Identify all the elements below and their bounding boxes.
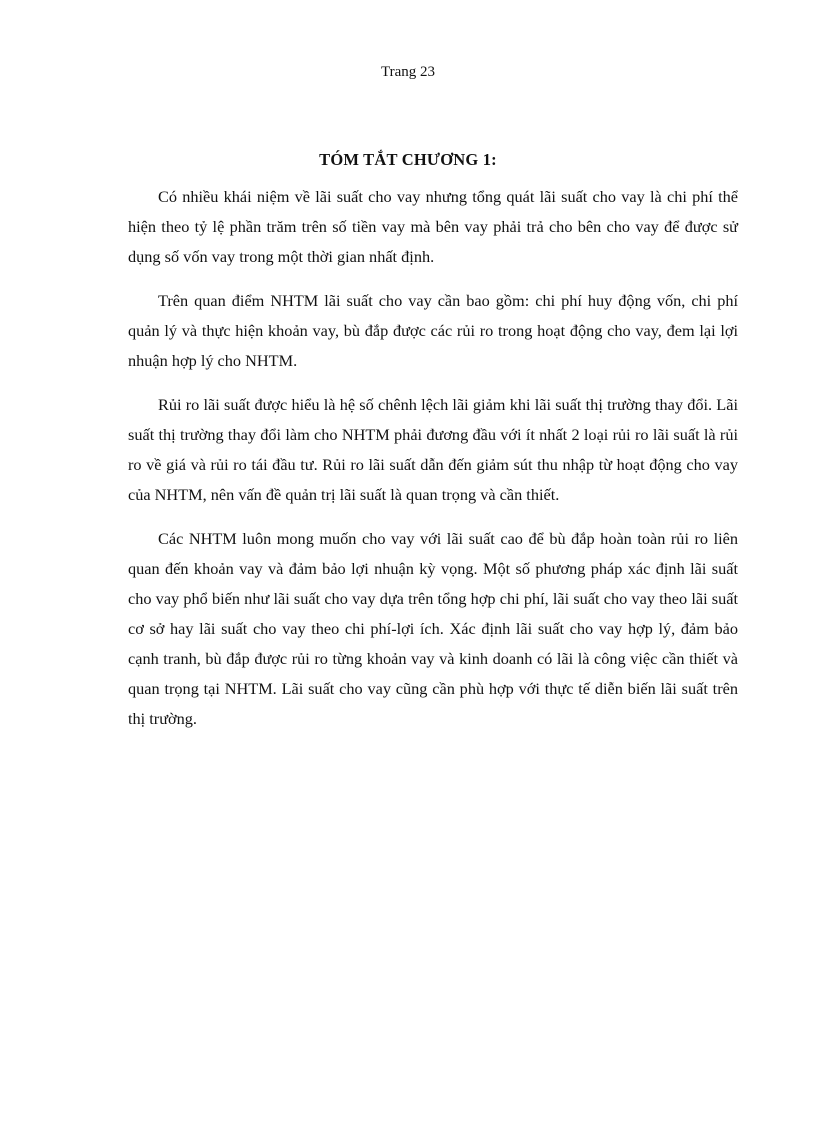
paragraph-loan-interest-definition: Có nhiều khái niệm về lãi suất cho vay nhưng tổng quát lãi suất cho vay là chi phí thể hiện theo tỷ lệ phần trăm trên số tiền vay mà bên vay phải trả cho bên cho vay để được sử dụng số vốn vay trong một thời gian nhất định.	[128, 187, 738, 266]
summary-body	[128, 182, 738, 748]
paragraph-interest-rate-risk: Rủi ro lãi suất được hiểu là hệ số chênh lệch lãi giảm khi lãi suất thị trường thay đổi. Lãi suất thị trường thay đổi làm cho NHTM phải đương đầu với ít nhất 2 loại rủi ro lãi suất là rủi ro về giá và rủi ro tái đầu tư. Rủi ro lãi suất dẫn đến giảm sút thu nhập từ hoạt động cho vay của NHTM, nên vấn đề quản trị lãi suất là quan trọng và cần thiết.	[128, 395, 738, 504]
chapter-summary-title: TÓM TẮT CHƯƠNG 1:	[319, 150, 497, 169]
page-number: Trang 23	[380, 64, 436, 80]
paragraph-pricing-methods: Các NHTM luôn mong muốn cho vay với lãi suất cao để bù đắp hoàn toàn rủi ro liên quan đến khoản vay và đảm bảo lợi nhuận kỳ vọng. Một số phương pháp xác định lãi suất cho vay phổ biến như lãi suất cho vay dựa trên tổng hợp chi phí, lãi suất cho vay theo lãi suất cơ sở hay lãi suất cho vay theo chi phí-lợi ích. Xác định lãi suất cho vay hợp lý, đảm bảo cạnh tranh, bù đắp được rủi ro từng khoản vay và kinh doanh có lãi là công việc cần thiết và quan trọng tại NHTM. Lãi suất cho vay cũng cần phù hợp với thực tế diễn biến lãi suất trên thị trường.	[128, 529, 738, 728]
paragraph-nhtm-perspective: Trên quan điểm NHTM lãi suất cho vay cần bao gồm: chi phí huy động vốn, chi phí quản lý và thực hiện khoản vay, bù đắp được các rủi ro trong hoạt động cho vay, đem lại lợi nhuận hợp lý cho NHTM.	[128, 291, 738, 370]
